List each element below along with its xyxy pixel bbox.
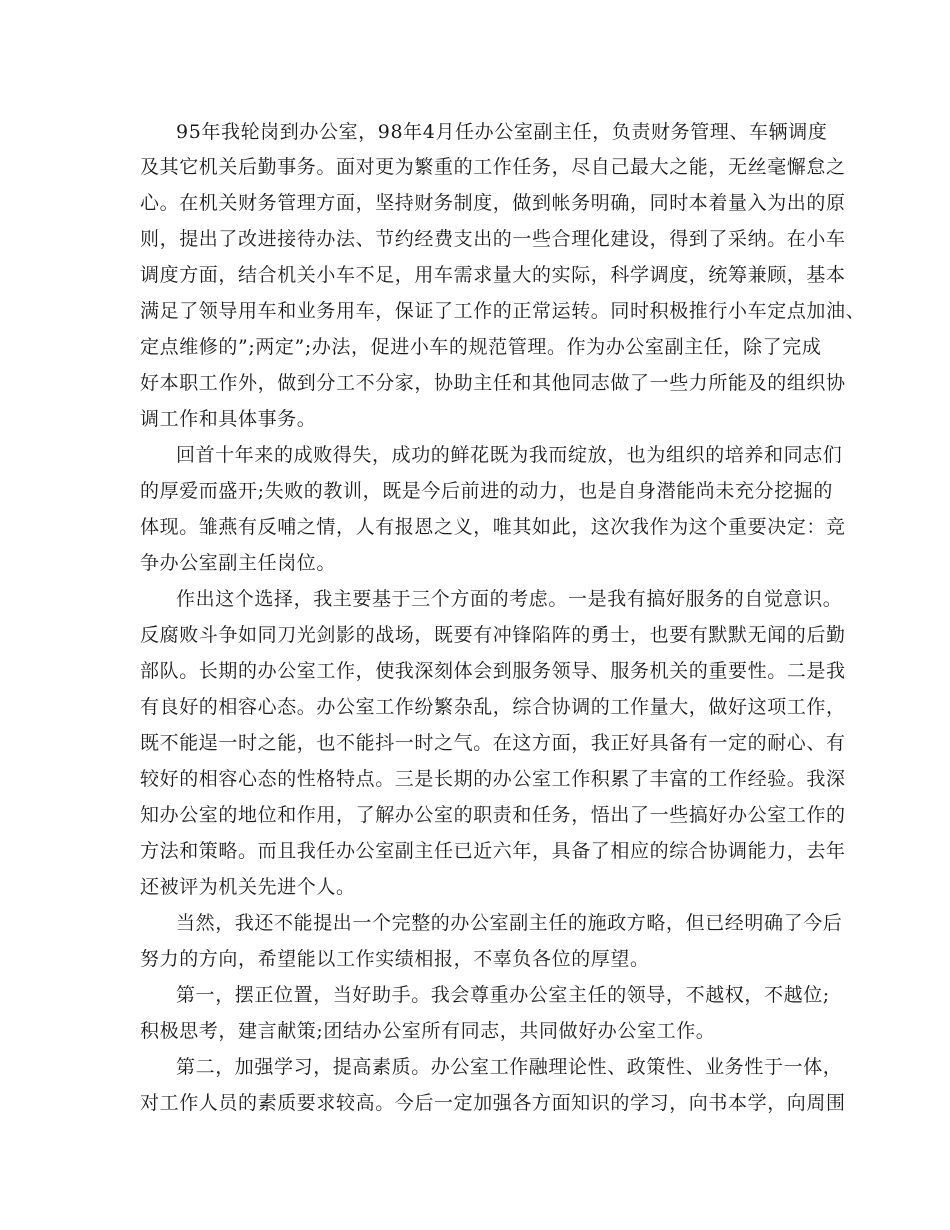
text-line: 及其它机关后勤事务。面对更为繁重的工作任务，尽自己最大之能，无丝毫懈怠之 bbox=[140, 156, 846, 178]
text-line: 定点维修的”;两定”;办法，促进小车的规范管理。作为办公室副主任，除了完成 bbox=[140, 336, 822, 358]
text-line: 方法和策略。而且我任办公室副主任已近六年，具备了相应的综合协调能力，去年 bbox=[140, 840, 846, 862]
text-line: 作出这个选择，我主要基于三个方面的考虑。一是我有搞好服务的自觉意识。 bbox=[176, 588, 843, 610]
text-line: 积极思考，建言献策;团结办公室所有同志，共同做好办公室工作。 bbox=[140, 1020, 716, 1042]
text-line: 争办公室副主任岗位。 bbox=[140, 552, 337, 574]
text-line: 知办公室的地位和作用，了解办公室的职责和任务，悟出了一些搞好办公室工作的 bbox=[140, 804, 846, 826]
text-line: 好本职工作外，做到分工不分家，协助主任和其他同志做了一些力所能及的组织协 bbox=[140, 372, 846, 394]
text-line: 调度方面，结合机关小车不足，用车需求量大的实际，科学调度，统筹兼顾，基本 bbox=[140, 264, 846, 286]
text-line: 当然，我还不能提出一个完整的办公室副主任的施政方略，但已经明确了今后 bbox=[176, 912, 843, 934]
text-line: 体现。雏燕有反哺之情，人有报恩之义，唯其如此，这次我作为这个重要决定：竞 bbox=[140, 516, 846, 538]
text-line: 努力的方向，希望能以工作实绩相报，不辜负各位的厚望。 bbox=[140, 948, 650, 970]
text-line: 对工作人员的素质要求较高。今后一定加强各方面知识的学习，向书本学，向周围 bbox=[140, 1092, 846, 1114]
text-line: 95年我轮岗到办公室，98年4月任办公室副主任，负责财务管理、车辆调度 bbox=[176, 121, 828, 143]
text-line: 有良好的相容心态。办公室工作纷繁杂乱，综合协调的工作量大，做好这项工作， bbox=[140, 696, 846, 718]
text-line: 第二，加强学习，提高素质。办公室工作融理论性、政策性、业务性于一体， bbox=[176, 1056, 843, 1078]
text-line: 既不能逞一时之能，也不能抖一时之气。在这方面，我正好具备有一定的耐心、有 bbox=[140, 732, 846, 754]
text-line: 则，提出了改进接待办法、节约经费支出的一些合理化建设，得到了采纳。在小车 bbox=[140, 228, 846, 250]
text-line: 较好的相容心态的性格特点。三是长期的办公室工作积累了丰富的工作经验。我深 bbox=[140, 768, 846, 790]
text-line: 回首十年来的成败得失，成功的鲜花既为我而绽放，也为组织的培养和同志们 bbox=[176, 444, 843, 466]
text-line: 满足了领导用车和业务用车，保证了工作的正常运转。同时积极推行小车定点加油、 bbox=[140, 300, 866, 322]
text-line: 心。在机关财务管理方面，坚持财务制度，做到帐务明确，同时本着量入为出的原 bbox=[140, 192, 846, 214]
text-line: 的厚爱而盛开;失败的教训，既是今后前进的动力，也是自身潜能尚未充分挖掘的 bbox=[140, 480, 834, 502]
text-line: 还被评为机关先进个人。 bbox=[140, 876, 356, 898]
text-line: 部队。长期的办公室工作，使我深刻体会到服务领导、服务机关的重要性。二是我 bbox=[140, 660, 846, 682]
text-line: 反腐败斗争如同刀光剑影的战场，既要有冲锋陷阵的勇士，也要有默默无闻的后勤 bbox=[140, 624, 846, 646]
text-line: 调工作和具体事务。 bbox=[140, 408, 317, 430]
text-line: 第一，摆正位置，当好助手。我会尊重办公室主任的领导，不越权，不越位; bbox=[176, 984, 830, 1006]
